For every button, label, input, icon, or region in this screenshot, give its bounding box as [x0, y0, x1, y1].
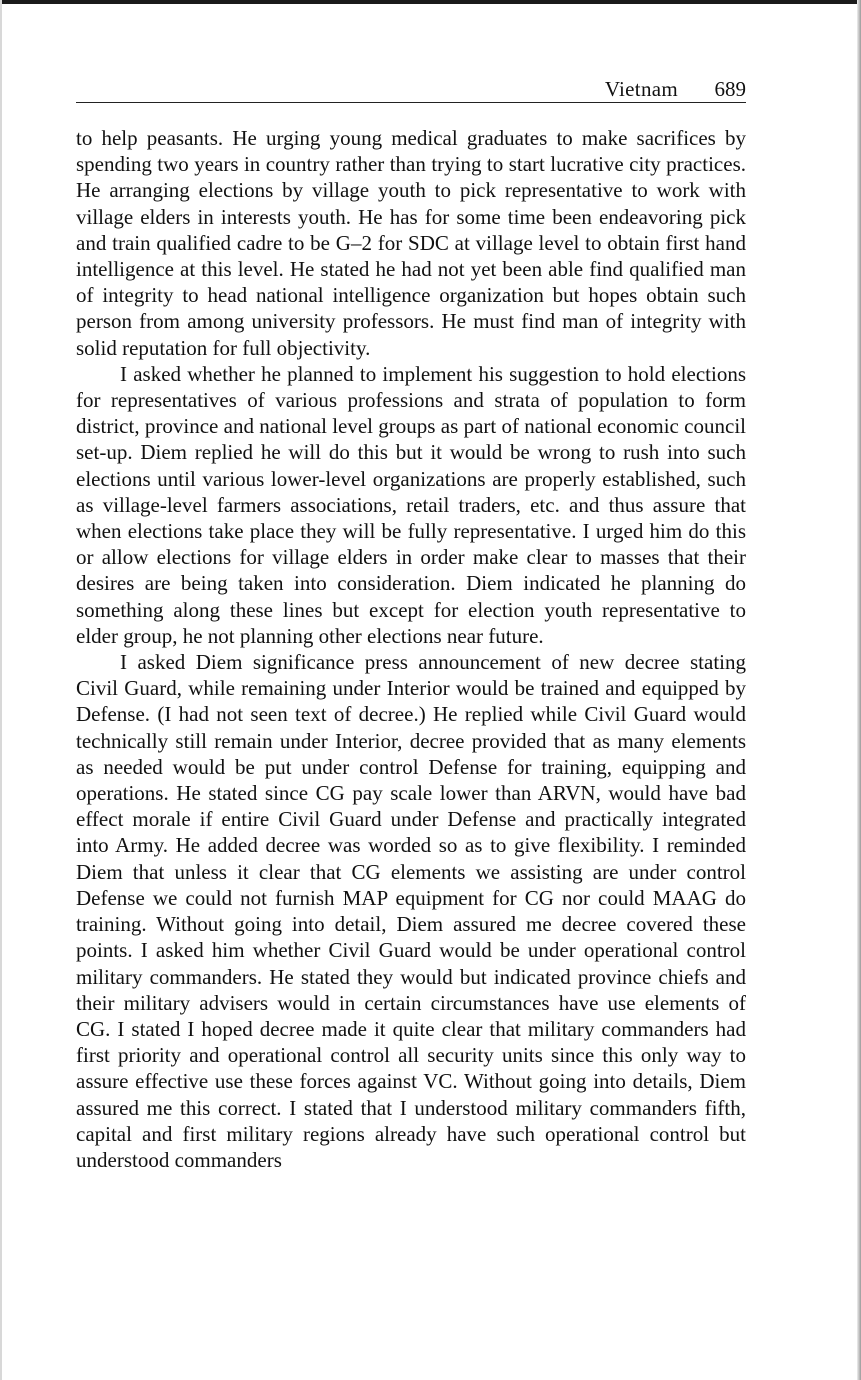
- running-head: [76, 72, 746, 103]
- scan-edge-left: [0, 0, 2, 1380]
- paragraph-elections: I asked whether he planned to implement his suggestion to hold elections for representatives of various professions and strata of population to form district, province and national level groups as part of national economic council set-up. Diem replied he will do this but it would be wrong to rush into such elections until various lower-level organizations are properly established, such as village-level farmers associations, retail traders, etc. and thus assure that when elections take place they will be fully representative. I urged him do this or allow elections for village elders in order make clear to masses that their desires are being taken into consideration. Diem indicated he planning do something along these lines but except for election youth representative to elder group, he not planning other elections near future.: [76, 361, 746, 648]
- paragraph-civil-guard: I asked Diem significance press announcement of new decree stating Civil Guard, while remaining under Interior would be trained and equipped by Defense. (I had not seen text of decree.) He replied while Civil Guard would technically still remain under Interior, decree provided that as many elements as needed would be put under control Defense for training, equipping and operations. He stated since CG pay scale lower than ARVN, would have bad effect morale if entire Civil Guard under Defense and practically integrated into Army. He added decree was worded so as to give flexibility. I reminded Diem that unless it clear that CG elements we assisting are under control Defense we could not furnish MAP equipment for CG nor could MAAG do training. Without going into detail, Diem assured me decree covered these points. I asked him whether Civil Guard would be under operational control military commanders. He stated they would but indicated province chiefs and their military advisers would in certain circumstances have use elements of CG. I stated I hoped decree made it quite clear that military commanders had first priority and operational control all security units since this only way to assure effective use these forces against VC. Without going into details, Diem assured me this correct. I stated that I understood military commanders fifth, capital and first military regions already have such operational control but understood commanders: [76, 650, 746, 1172]
- paragraph-continued: to help peasants. He urging young medical graduates to make sacrifices by spending two years in country rather than trying to start lucrative city practices. He arranging elections by village youth to pick representative to work with village elders in interests youth. He has for some time been endeavoring pick and train qualified cadre to be G–2 for SDC at village level to obtain first hand intelligence at this level. He stated he had not yet been able find qualified man of integrity to head national intelligence organization but hopes obtain such person from among university professors. He must find man of integrity with solid reputation for full objectivity.: [76, 126, 746, 360]
- section-title: Vietnam: [604, 77, 678, 101]
- scan-edge-right: [857, 0, 861, 1380]
- scan-edge-top: [0, 0, 861, 4]
- page-number: 689: [714, 77, 746, 101]
- body-text: [76, 125, 746, 1173]
